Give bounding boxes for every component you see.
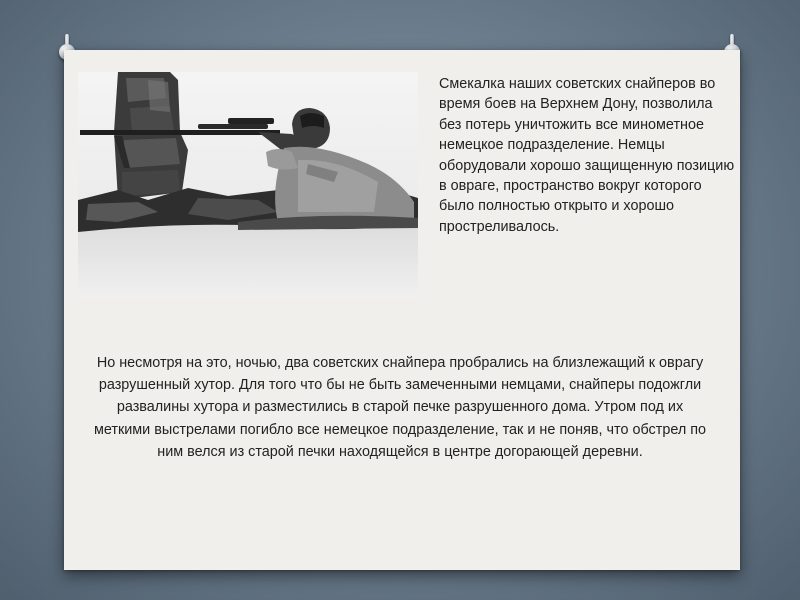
sniper-photo [78, 72, 418, 298]
paragraph-bottom: Но несмотря на это, ночью, два советских снайпера пробрались на близлежащий к оврагу разрушенный хутор. Для того что бы не быть замеченными немцами, снайперы подожгли развалины хутора и разместились в старой печке разрушенного дома. Утром под их меткими выстрелами погибло все немецкое подразделение, так и не поняв, что обстрел по ним велся из старой печки находящейся в центре догорающей деревни. [93, 355, 707, 460]
paragraph-right: Смекалка наших советских снайперов во время боев на Верхнем Дону, позволила без потерь уничтожить все минометное немецкое подразделение. Немцы оборудовали хорошо защищенную позицию в овраге, пространство вокруг которого было полностью открыто и хорошо простреливалось. [439, 76, 735, 235]
